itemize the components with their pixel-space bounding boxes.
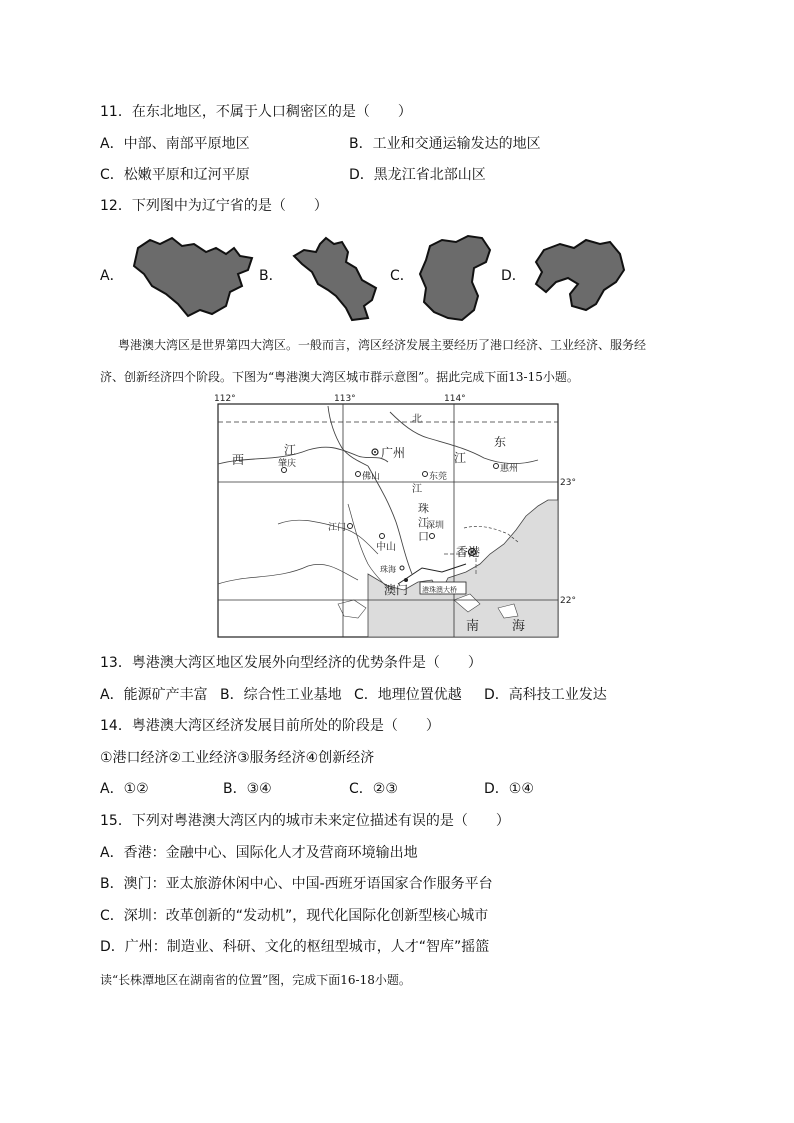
province-shape-d (530, 234, 628, 314)
lat-22: 22° (560, 596, 576, 606)
q11-option-c: C．松嫩平原和辽河平原 (100, 167, 250, 183)
q14-option-b: B．③④ (223, 781, 272, 797)
river-jiang-2: 江 (412, 484, 422, 495)
river-jiang-1: 江 (284, 443, 297, 457)
q11-option-d: D．黑龙江省北部山区 (349, 167, 486, 183)
river-jiang-4: 江 (418, 516, 429, 529)
province-shape-c (416, 232, 498, 324)
lon-112: 112° (214, 394, 236, 404)
q11-stem: 11．在东北地区，不属于人口稠密区的是（ ） (100, 104, 412, 120)
city-foshan: 佛山 (362, 472, 381, 482)
q11-option-a: A．中部、南部平原地区 (100, 136, 250, 152)
zhuhai-marker (400, 566, 404, 570)
greater-bay-area-map (214, 394, 576, 637)
q14-stem: 14．粤港澳大湾区经济发展目前所处的阶段是（ ） (100, 718, 440, 734)
lon-113: 113° (334, 394, 356, 404)
city-zhuhai: 珠海 (380, 565, 396, 574)
q14-items: ①港口经济②工业经济③服务经济④创新经济 (100, 750, 375, 766)
bridge-label: 港珠澳大桥 (422, 586, 457, 594)
q12-stem: 12．下列图中为辽宁省的是（ ） (100, 198, 328, 214)
q11-option-b: B．工业和交通运输发达的地区 (349, 136, 541, 152)
city-zhaoqing: 肇庆 (278, 459, 297, 469)
city-dongguan: 东莞 (429, 472, 448, 482)
intro-16-18: 读“长株潭地区在湖南省的位置”图，完成下面16-18小题。 (100, 973, 411, 987)
q14-option-d: D．①④ (484, 781, 534, 797)
q14-option-a: A．①② (100, 781, 149, 797)
q13-option-c: C．地理位置优越 (354, 687, 462, 703)
city-huizhou: 惠州 (500, 464, 519, 474)
intro-13-15-line2: 济、创新经济四个阶段。下图为“粤港澳大湾区城市群示意图”。据此完成下面13-15小题。 (100, 370, 579, 384)
q15-stem: 15．下列对粤港澳大湾区内的城市未来定位描述有误的是（ ） (100, 813, 510, 829)
province-shape-a (130, 234, 258, 320)
huizhou-marker (494, 464, 499, 469)
q15-option-b: B．澳门：亚太旅游休闲中心、中国-西班牙语国家合作服务平台 (100, 876, 493, 892)
city-zhongshan: 中山 (376, 542, 396, 553)
macau-marker (404, 578, 408, 582)
q12-option-d: D． (501, 268, 526, 284)
q14-option-c: C．②③ (349, 781, 398, 797)
q13-option-d: D．高科技工业发达 (484, 687, 607, 703)
city-guangzhou: 广州 (381, 446, 406, 460)
dongguan-marker (423, 472, 428, 477)
river-jiang-3: 江 (454, 451, 467, 465)
city-shenzhen: 深圳 (426, 521, 445, 531)
q12-option-c: C． (390, 268, 414, 284)
sea-label-2: 海 (512, 619, 526, 634)
q13-option-a: A．能源矿产丰富 (100, 687, 208, 703)
q13-option-b: B．综合性工业基地 (220, 687, 342, 703)
foshan-marker (356, 472, 361, 477)
city-hongkong: 香港 (456, 545, 481, 559)
intro-13-15-line1: 粤港澳大湾区是世界第四大湾区。一般而言，湾区经济发展主要经历了港口经济、工业经济、服务经 (118, 338, 647, 352)
q13-stem: 13．粤港澳大湾区地区发展外向型经济的优势条件是（ ） (100, 655, 482, 671)
shenzhen-marker (430, 534, 435, 539)
river-bei: 北 (412, 414, 422, 425)
province-shape-b (290, 234, 382, 324)
q12-option-a: A． (100, 268, 124, 284)
river-kou: 口 (418, 530, 429, 543)
city-jiangmen: 江门 (328, 523, 347, 533)
lon-114: 114° (444, 394, 466, 404)
zhongshan-marker (380, 534, 385, 539)
city-macau: 澳门 (384, 583, 409, 597)
river-zhu: 珠 (418, 502, 429, 515)
river-xi: 西 (232, 453, 245, 467)
river-dong: 东 (494, 435, 507, 449)
jiangmen-marker (348, 524, 353, 529)
lat-23: 23° (560, 478, 576, 488)
q15-option-a: A．香港：金融中心、国际化人才及营商环境输出地 (100, 845, 418, 861)
q15-option-c: C．深圳：改革创新的“发动机”，现代化国际化创新型核心城市 (100, 908, 489, 924)
q15-option-d: D．广州：制造业、科研、文化的枢纽型城市，人才“智库”摇篮 (100, 939, 490, 955)
q12-option-b: B． (259, 268, 283, 284)
sea-label-1: 南 (466, 619, 480, 634)
